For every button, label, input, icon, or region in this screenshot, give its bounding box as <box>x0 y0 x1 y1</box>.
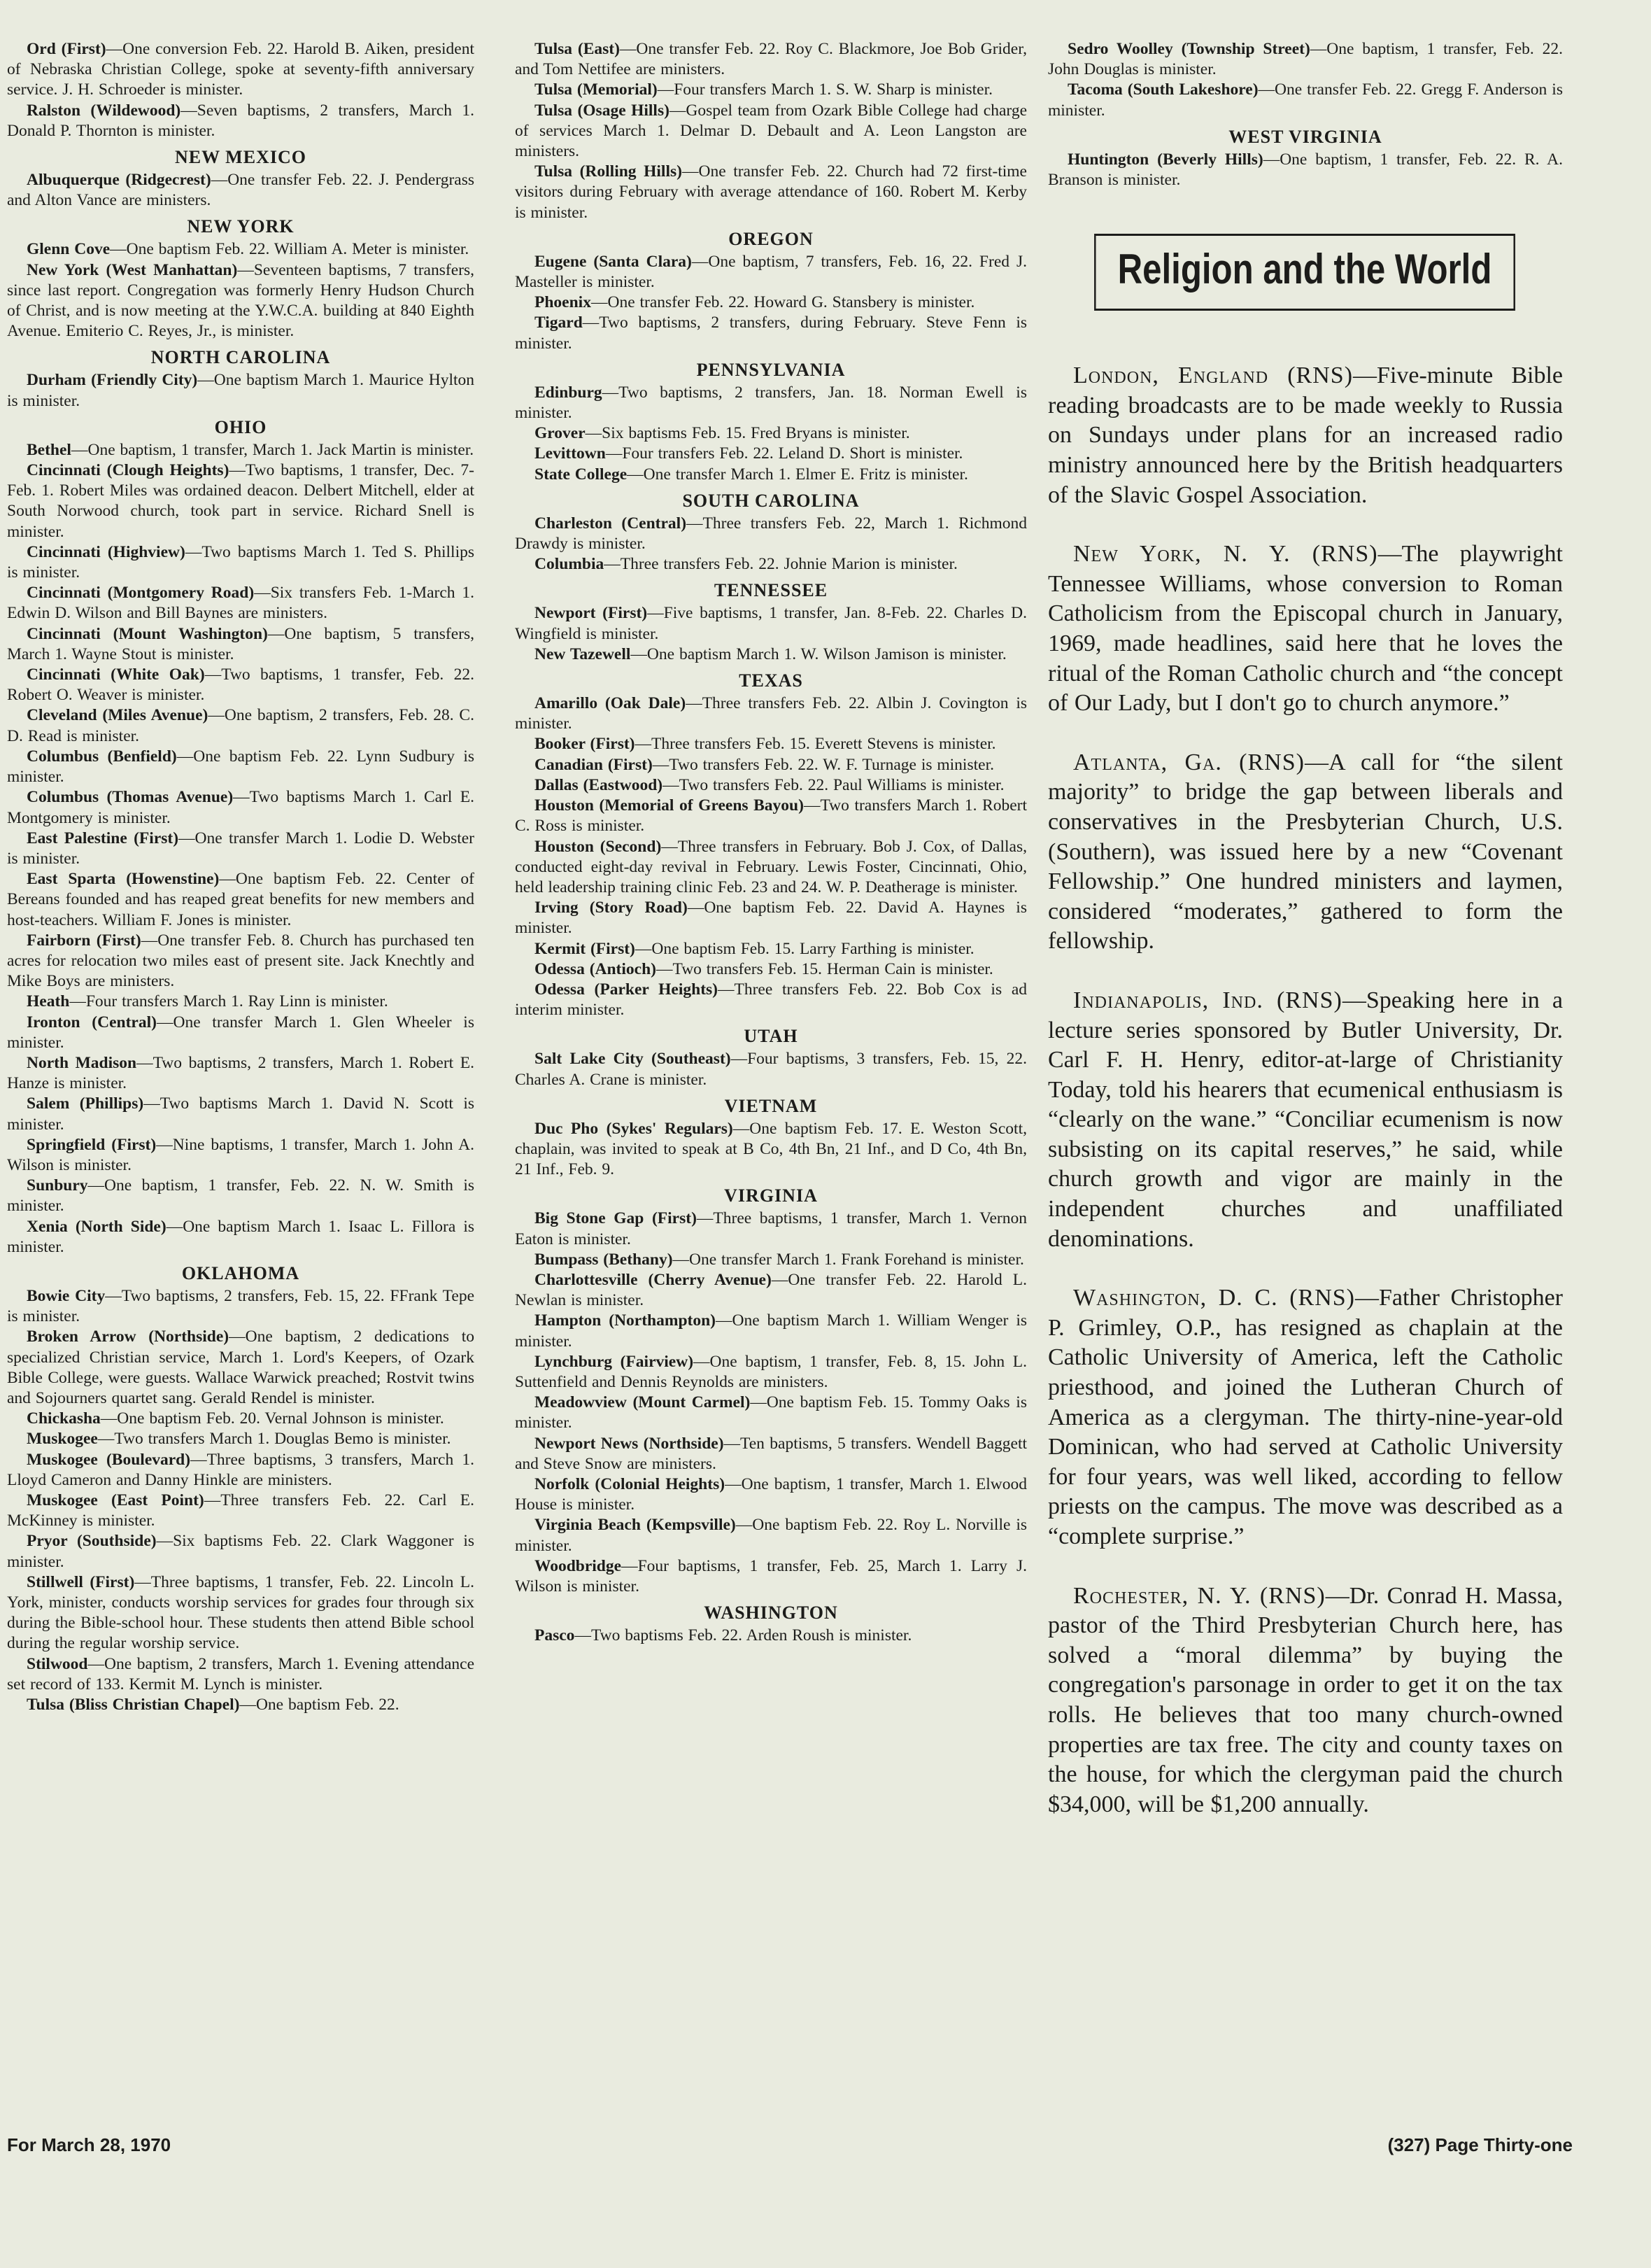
church-report: Heath—Four transfers March 1. Ray Linn is minister. <box>27 992 388 1011</box>
church-name: Phoenix <box>534 293 591 312</box>
news-dateline: London, England (RNS) <box>1073 362 1354 389</box>
church-report: Norfolk (Colonial Heights)—One baptism, 1 transfer, March 1. Elwood House is minister. <box>515 1474 1028 1514</box>
church-name: Duc Pho (Sykes' Regulars) <box>534 1119 733 1138</box>
report-text: Five baptisms, 1 transfer, Jan. 8-Feb. 22. Charles D. Wingfield is minister. <box>515 604 1027 643</box>
report-text: One baptism Feb. 22. William A. Meter is minister. <box>126 240 469 259</box>
report-text: Two baptisms, 1 transfer, Dec. 7-Feb. 1. Robert Miles was ordained deacon. Delbert Mitchell, elder at South Norwood church, took part in service. Richard Snell is minister. <box>7 461 475 541</box>
report-text: Four transfers Feb. 22. Leland D. Short is minister. <box>622 444 963 463</box>
church-name: Newport (First) <box>534 604 648 623</box>
region-heading: OREGON <box>728 228 814 249</box>
church-name: Big Stone Gap (First) <box>534 1209 697 1228</box>
church-report: Glenn Cove—One baptism Feb. 22. William A. Meter is minister. <box>27 240 469 259</box>
church-report: Bumpass (Bethany)—One transfer March 1. Frank Forehand is minister. <box>534 1250 1024 1269</box>
world-news-item: Washington, D. C. (RNS)—Father Christopher P. Grimley, O.P., has resigned as chaplain at the Catholic University of America, left the Catholic priesthood, and joined the Lutheran Church of America as a clergyman. The thirty-nine-year-old Dominican, who had served at Catholic University for four years, was well liked, according to fellow priests on the campus. The move was described as a “complete surprise.” <box>1048 1285 1563 1549</box>
church-name: Durham (Friendly City) <box>27 371 198 390</box>
church-report: Albuquerque (Ridgecrest)—One transfer Feb. 22. J. Pendergrass and Alton Vance are ministers. <box>7 171 475 210</box>
report-text: Two baptisms, 2 transfers, Jan. 18. Norman Ewell is minister. <box>515 383 1027 423</box>
report-text: Three baptisms, 1 transfer, March 1. Vernon Eaton is minister. <box>515 1209 1028 1248</box>
church-report: Levittown—Four transfers Feb. 22. Leland D. Short is minister. <box>534 444 963 463</box>
report-text: One baptism, 2 dedications to specialized Christian service, March 1. Lord's Keepers, of Ozark Bible College, were guests. Wallace Warwick preached; Rostvit twins and Sojourners quartet sang. Gerald Rendel is minister. <box>7 1327 474 1407</box>
report-text: One baptism Feb. 17. E. Weston Scott, chaplain, was invited to speak at B Co, 4th Bn, 21 Inf., and D Co, 4th Bn, 21 Inf., Feb. 9. <box>515 1119 1027 1179</box>
report-text: One baptism, 1 transfer, Feb. 8, 15. John L. Suttenfield and Dennis Reynolds are ministers. <box>515 1352 1028 1391</box>
church-name: Odessa (Antioch) <box>534 959 656 978</box>
church-report: Newport (First)—Five baptisms, 1 transfer, Jan. 8-Feb. 22. Charles D. Wingfield is minister. <box>515 604 1027 643</box>
news-column-1 <box>7 39 474 1715</box>
region-heading: TEXAS <box>739 670 803 691</box>
church-report: Chickasha—One baptism Feb. 20. Vernal Johnson is minister. <box>27 1409 444 1428</box>
report-text: One baptism March 1. William Wenger is minister. <box>515 1311 1027 1351</box>
world-news-item: London, England (RNS)—Five-minute Bible reading broadcasts are to be made weekly to Russia on Sundays under plans for an increased radio ministry announced here by the British headquarters of the Slavic Gospel Association. <box>1048 362 1563 508</box>
church-name: Amarillo (Oak Dale) <box>534 694 686 713</box>
church-name: Irving (Story Road) <box>534 899 688 917</box>
church-report: Big Stone Gap (First)—Three baptisms, 1 transfer, March 1. Vernon Eaton is minister. <box>515 1209 1028 1248</box>
church-name: State College <box>534 465 628 484</box>
report-text: One baptism Feb. 22. David A. Haynes is minister. <box>515 899 1027 938</box>
church-name: Columbus (Thomas Avenue) <box>27 788 234 807</box>
church-name: Fairborn (First) <box>27 931 141 950</box>
report-text: One transfer Feb. 8. Church has purchased ten acres for relocation two miles east of present site. Jack Knechtly and Mike Boys are ministers. <box>7 931 474 991</box>
church-report: Columbia—Three transfers Feb. 22. Johnie Marion is minister. <box>534 555 958 574</box>
church-report: Tulsa (East)—One transfer Feb. 22. Roy C. Blackmore, Joe Bob Grider, and Tom Nettifee are ministers. <box>515 40 1027 79</box>
report-text: Four transfers March 1. S. W. Sharp is minister. <box>674 80 993 99</box>
church-report: Sunbury—One baptism, 1 transfer, Feb. 22. N. W. Smith is minister. <box>7 1176 474 1216</box>
news-text: Dr. Conrad H. Massa, pastor of the Third Presbyterian Church here, has solved a “moral dilemma” by buying the congregation's parsonage in order to get it on the tax rolls. He believes that too many church-owned properties are tax free. The city and county taxes on the house, for which the clergyman paid the church $34,000, will be $1,200 annually. <box>1048 1582 1563 1817</box>
report-text: One transfer March 1. Lodie D. Webster is minister. <box>7 829 474 868</box>
church-name: Eugene (Santa Clara) <box>534 252 692 271</box>
church-name: Odessa (Parker Heights) <box>534 980 718 999</box>
region-heading: OKLAHOMA <box>181 1262 300 1283</box>
church-name: Bowie City <box>27 1286 106 1305</box>
report-text: One transfer Feb. 22. Roy C. Blackmore, Joe Bob Grider, and Tom Nettifee are ministers. <box>515 40 1027 79</box>
report-text: Two transfers Feb. 22. Paul Williams is minister. <box>679 775 1005 794</box>
region-heading: NORTH CAROLINA <box>150 347 331 368</box>
news-column-3-entries <box>1048 39 1563 190</box>
news-text: The playwright Tennessee Williams, whose conversion to Roman Catholicism from the Episcopal church in January, 1969, made headlines, said here that he loves the ritual of the Roman Catholic church and “the concept of Our Lady, but I don't go to church anymore.” <box>1048 541 1563 717</box>
report-text: Two baptisms March 1. David N. Scott is minister. <box>7 1094 474 1134</box>
church-name: Tulsa (Rolling Hills) <box>534 162 682 181</box>
church-name: Tulsa (Osage Hills) <box>534 101 669 120</box>
report-text: Six transfers Feb. 1-March 1. Edwin D. Wilson and Bill Baynes are ministers. <box>7 584 474 623</box>
report-text: One baptism, 1 transfer, March 1. Elwood House is minister. <box>515 1474 1028 1514</box>
report-text: One transfer March 1. Frank Forehand is minister. <box>689 1250 1024 1269</box>
church-report: Tulsa (Osage Hills)—Gospel team from Ozark Bible College had charge of services March 1. Delmar D. Debault and A. Leon Langston are ministers. <box>515 101 1027 161</box>
church-report: Muskogee (Boulevard)—Three baptisms, 3 transfers, March 1. Lloyd Cameron and Danny Hinkle are ministers. <box>7 1450 474 1489</box>
church-report: New Tazewell—One baptism March 1. W. Wilson Jamison is minister. <box>534 645 1007 663</box>
church-report: Columbus (Thomas Avenue)—Two baptisms March 1. Carl E. Montgomery is minister. <box>7 788 474 827</box>
report-text: One baptism Feb. 22. Roy L. Norville is minister. <box>515 1516 1027 1555</box>
church-report: Odessa (Antioch)—Two transfers Feb. 15. Herman Cain is minister. <box>534 959 993 978</box>
religion-world-items <box>1048 361 1563 1819</box>
news-text: Five-minute Bible reading broadcasts are to be made weekly to Russia on Sundays under plans for an increased radio ministry announced here by the British headquarters of the Slavic Gospel Association. <box>1048 362 1563 508</box>
church-report: Ord (First)—One conversion Feb. 22. Harold B. Aiken, president of Nebraska Christian College, spoke at seventy-fifth anniversary service. J. H. Schroeder is minister. <box>7 40 475 99</box>
church-name: Hampton (Northampton) <box>534 1311 716 1330</box>
church-name: Muskogee (East Point) <box>27 1491 204 1509</box>
report-text: Ten baptisms, 5 transfers. Wendell Baggett and Steve Snow are ministers. <box>515 1434 1027 1473</box>
church-name: Cincinnati (Clough Heights) <box>27 461 229 480</box>
church-name: Tulsa (Memorial) <box>534 80 658 99</box>
footer-date: For March 28, 1970 <box>7 2134 171 2155</box>
report-text: One baptism March 1. Isaac L. Fillora is minister. <box>7 1217 474 1256</box>
region-heading: TENNESSEE <box>714 580 828 601</box>
region-heading: VIETNAM <box>724 1095 818 1116</box>
report-text: Three transfers Feb. 15. Everett Stevens is minister. <box>651 735 996 754</box>
church-report: Booker (First)—Three transfers Feb. 15. Everett Stevens is minister. <box>534 735 996 754</box>
church-name: Salt Lake City (Southeast) <box>534 1050 731 1069</box>
church-report: Durham (Friendly City)—One baptism March 1. Maurice Hylton is minister. <box>7 371 474 410</box>
church-report: Broken Arrow (Northside)—One baptism, 2 dedications to specialized Christian service, March 1. Lord's Keepers, of Ozark Bible College, were guests. Wallace Warwick preached; Rostvit twins and Sojourners quartet sang. Gerald Rendel is minister. <box>7 1327 474 1407</box>
church-name: Ralston (Wildewood) <box>27 101 181 120</box>
church-name: Cincinnati (Mount Washington) <box>27 624 268 643</box>
report-text: One transfer Feb. 22. Church had 72 first-time visitors during February with average attendance of 160. Robert M. Kerby is minister. <box>515 162 1027 222</box>
church-report: Tacoma (South Lakeshore)—One transfer Feb. 22. Gregg F. Anderson is minister. <box>1048 80 1563 120</box>
report-text: One baptism Feb. 20. Vernal Johnson is minister. <box>117 1409 444 1428</box>
church-name: Bethel <box>27 440 71 459</box>
church-report: Woodbridge—Four baptisms, 1 transfer, Feb. 25, March 1. Larry J. Wilson is minister. <box>515 1556 1027 1596</box>
church-name: Charlottesville (Cherry Avenue) <box>534 1270 772 1289</box>
church-report: Bethel—One baptism, 1 transfer, March 1. Jack Martin is minister. <box>27 440 474 459</box>
church-name: New York (West Manhattan) <box>27 260 238 279</box>
report-text: One baptism, 7 transfers, Feb. 16, 22. Fred J. Masteller is minister. <box>515 252 1027 292</box>
church-name: Bumpass (Bethany) <box>534 1250 673 1269</box>
report-text: Seven baptisms, 2 transfers, March 1. Donald P. Thornton is minister. <box>7 101 474 140</box>
church-report: Cincinnati (Highview)—Two baptisms March 1. Ted S. Phillips is minister. <box>7 542 475 582</box>
church-name: Ord (First) <box>27 40 106 58</box>
church-name: Dallas (Eastwood) <box>534 775 663 794</box>
report-text: One baptism, 1 transfer, March 1. Jack Martin is minister. <box>87 440 474 459</box>
church-report: Muskogee (East Point)—Three transfers Feb. 22. Carl E. McKinney is minister. <box>7 1491 474 1530</box>
church-name: Edinburg <box>534 383 602 402</box>
world-news-item: Indianapolis, Ind. (RNS)—Speaking here in a lecture series sponsored by Butler University, Dr. Carl F. H. Henry, editor-at-large of Christianity Today, told his hearers that ecumenical enthusiasm is “clearly on the wane.” “Conciliar ecumenism is now subsisting on its capital reserves,” he said, while church growth and vigor are mainly in the independent churches and unaffiliated denominations. <box>1048 987 1563 1252</box>
news-column-3 <box>1048 39 1563 1849</box>
church-name: Cincinnati (White Oak) <box>27 665 205 684</box>
report-text: Three baptisms, 1 transfer, Feb. 22. Lincoln L. York, minister, conducts worship services for grades four through six during the Bible-school hour. These students then attend Bible school during the regular worship service. <box>7 1572 474 1653</box>
church-report: Muskogee—Two transfers March 1. Douglas Bemo is minister. <box>27 1430 451 1449</box>
news-dateline: Indianapolis, Ind. (RNS) <box>1073 987 1342 1013</box>
news-dateline: Washington, D. C. (RNS) <box>1073 1285 1355 1311</box>
church-report: New York (West Manhattan)—Seventeen baptisms, 7 transfers, since last report. Congregation was formerly Henry Hudson Church of Christ, and is now meeting at the Y.W.C.A. building at 840 Eighth Avenue. Emiterio C. Reyes, Jr., is minister. <box>7 260 474 341</box>
report-text: One conversion Feb. 22. Harold B. Aiken, president of Nebraska Christian College, spoke at seventy-fifth anniversary service. J. H. Schroeder is minister. <box>7 40 475 99</box>
church-report: Dallas (Eastwood)—Two transfers Feb. 22. Paul Williams is minister. <box>534 775 1005 794</box>
church-name: Virginia Beach (Kempsville) <box>534 1516 736 1535</box>
report-text: One transfer March 1. Elmer E. Fritz is minister. <box>643 465 968 484</box>
church-report: Cincinnati (Montgomery Road)—Six transfers Feb. 1-March 1. Edwin D. Wilson and Bill Baynes are ministers. <box>7 584 474 623</box>
church-name: Levittown <box>534 444 606 463</box>
report-text: Nine baptisms, 1 transfer, March 1. John A. Wilson is minister. <box>7 1135 474 1174</box>
news-text: A call for “the silent majority” to bridge the gap between liberals and conservatives in the Presbyterian Church, U.S. (Southern), was issued here by a new “Covenant Fellowship.” One hundred ministers and laymen, considered “moderates,” gathered to form the fellowship. <box>1048 749 1564 955</box>
report-text: One baptism Feb. 22. <box>255 1696 399 1714</box>
report-text: Four baptisms, 3 transfers, Feb. 15, 22. Charles A. Crane is minister. <box>515 1050 1027 1089</box>
church-name: Albuquerque (Ridgecrest) <box>27 171 211 190</box>
region-heading: SOUTH CAROLINA <box>682 490 860 511</box>
church-report: Hampton (Northampton)—One baptism March 1. William Wenger is minister. <box>515 1311 1027 1351</box>
church-name: Meadowview (Mount Carmel) <box>534 1393 751 1412</box>
church-report: State College—One transfer March 1. Elmer E. Fritz is minister. <box>534 465 968 484</box>
church-report: Pryor (Southside)—Six baptisms Feb. 22. Clark Waggoner is minister. <box>7 1532 474 1571</box>
report-text: One transfer Feb. 22. Howard G. Stansbery is minister. <box>607 293 975 312</box>
report-text: Three transfers in February. Bob J. Cox, of Dallas, conducted eight-day revival in February. Lewis Foster, Cincinnati, Ohio, held leadership training clinic Feb. 23 and 24. W. P. Deatherage is minister. <box>515 837 1027 896</box>
report-text: Two transfers Feb. 22. W. F. Turnage is minister. <box>669 755 994 774</box>
church-name: Xenia (North Side) <box>27 1217 166 1236</box>
church-name: Cincinnati (Highview) <box>27 542 185 561</box>
church-name: Booker (First) <box>534 735 635 754</box>
report-text: One baptism Feb. 15. Tommy Oaks is minister. <box>515 1393 1027 1432</box>
church-name: Muskogee <box>27 1430 98 1449</box>
church-name: Newport News (Northside) <box>534 1434 724 1453</box>
church-report: Pasco—Two baptisms Feb. 22. Arden Roush is minister. <box>534 1626 912 1645</box>
report-text: One transfer Feb. 22. J. Pendergrass and Alton Vance are ministers. <box>7 171 475 210</box>
church-report: Lynchburg (Fairview)—One baptism, 1 transfer, Feb. 8, 15. John L. Suttenfield and Dennis Reynolds are ministers. <box>515 1352 1028 1391</box>
church-report: Grover—Six baptisms Feb. 15. Fred Bryans is minister. <box>534 424 910 443</box>
church-name: Columbus (Benfield) <box>27 747 177 766</box>
church-report: Edinburg—Two baptisms, 2 transfers, Jan. 18. Norman Ewell is minister. <box>515 383 1027 423</box>
region-heading: UTAH <box>744 1026 798 1047</box>
region-heading: NEW YORK <box>187 216 295 237</box>
report-text: Six baptisms Feb. 15. Fred Bryans is minister. <box>602 424 910 443</box>
church-name: Charleston (Central) <box>534 514 687 533</box>
report-text: One baptism, 5 transfers, March 1. Wayne Stout is minister. <box>7 624 474 663</box>
church-name: Grover <box>534 424 586 443</box>
church-report: North Madison—Two baptisms, 2 transfers, March 1. Robert E. Hanze is minister. <box>7 1053 474 1093</box>
report-text: Six baptisms Feb. 22. Clark Waggoner is minister. <box>7 1532 474 1571</box>
church-name: North Madison <box>27 1053 137 1072</box>
religion-world-banner: Religion and the World <box>1094 234 1515 311</box>
church-name: Sunbury <box>27 1176 88 1195</box>
report-text: Gospel team from Ozark Bible College had charge of services March 1. Delmar D. Debault and A. Leon Langston are ministers. <box>515 101 1027 161</box>
church-report: Irving (Story Road)—One baptism Feb. 22. David A. Haynes is minister. <box>515 899 1027 938</box>
church-report: Eugene (Santa Clara)—One baptism, 7 transfers, Feb. 16, 22. Fred J. Masteller is minister. <box>515 252 1027 292</box>
church-report: Meadowview (Mount Carmel)—One baptism Feb. 15. Tommy Oaks is minister. <box>515 1393 1027 1432</box>
report-text: Two baptisms, 1 transfer, Feb. 22. Robert O. Weaver is minister. <box>7 665 474 705</box>
church-report: Xenia (North Side)—One baptism March 1. Isaac L. Fillora is minister. <box>7 1217 474 1256</box>
report-text: One transfer March 1. Glen Wheeler is minister. <box>7 1013 474 1052</box>
report-text: Two baptisms March 1. Carl E. Montgomery is minister. <box>7 788 474 827</box>
church-report: Bowie City—Two baptisms, 2 transfers, Feb. 15, 22. FFrank Tepe is minister. <box>7 1286 474 1326</box>
report-text: Two baptisms, 2 transfers, during February. Steve Fenn is minister. <box>515 314 1027 353</box>
church-name: Tulsa (East) <box>534 40 620 58</box>
church-name: Broken Arrow (Northside) <box>27 1327 229 1346</box>
news-column-2 <box>515 39 1027 1646</box>
church-name: Sedro Woolley (Township Street) <box>1068 40 1310 58</box>
church-name: Pryor (Southside) <box>27 1532 157 1551</box>
church-name: Springfield (First) <box>27 1135 157 1154</box>
church-report: Tigard—Two baptisms, 2 transfers, during February. Steve Fenn is minister. <box>515 314 1027 353</box>
news-dateline: New York, N. Y. (RNS) <box>1073 541 1378 568</box>
church-report: Kermit (First)—One baptism Feb. 15. Larry Farthing is minister. <box>534 939 975 958</box>
region-heading: WEST VIRGINIA <box>1228 126 1382 147</box>
church-report: Fairborn (First)—One transfer Feb. 8. Church has purchased ten acres for relocation two miles east of present site. Jack Knechtly and Mike Boys are ministers. <box>7 931 474 991</box>
world-news-item: Atlanta, Ga. (RNS)—A call for “the silent majority” to bridge the gap between liberals and conservatives in the Presbyterian Church, U.S. (Southern), was issued here by a new “Covenant Fellowship.” One hundred ministers and laymen, considered “moderates,” gathered to form the fellowship. <box>1048 749 1564 955</box>
church-report: Charlottesville (Cherry Avenue)—One transfer Feb. 22. Harold L. Newlan is minister. <box>515 1270 1027 1310</box>
report-text: One transfer Feb. 22. Harold L. Newlan is minister. <box>515 1270 1027 1310</box>
church-report: Virginia Beach (Kempsville)—One baptism Feb. 22. Roy L. Norville is minister. <box>515 1516 1027 1555</box>
report-text: Four transfers March 1. Ray Linn is minister. <box>85 992 388 1011</box>
church-name: Heath <box>27 992 70 1011</box>
church-name: Tulsa (Bliss Christian Chapel) <box>27 1696 240 1714</box>
region-heading: WASHINGTON <box>704 1603 838 1623</box>
world-news-item: Rochester, N. Y. (RNS)—Dr. Conrad H. Massa, pastor of the Third Presbyterian Church here, has solved a “moral dilemma” by buying the congregation's parsonage in order to get it on the tax rolls. He believes that too many church-owned properties are tax free. The city and county taxes on the house, for which the clergyman paid the church $34,000, will be $1,200 annually. <box>1048 1582 1563 1817</box>
church-name: Muskogee (Boulevard) <box>27 1450 191 1469</box>
church-report: East Palestine (First)—One transfer March 1. Lodie D. Webster is minister. <box>7 829 474 868</box>
footer-page-number: (327) Page Thirty-one <box>1387 2134 1573 2155</box>
church-report: Cincinnati (White Oak)—Two baptisms, 1 transfer, Feb. 22. Robert O. Weaver is minister. <box>7 665 474 705</box>
church-report: Springfield (First)—Nine baptisms, 1 transfer, March 1. John A. Wilson is minister. <box>7 1135 474 1174</box>
report-text: One baptism, 2 transfers, Feb. 28. C. D. Read is minister. <box>7 706 474 745</box>
report-text: Two baptisms Feb. 22. Arden Roush is minister. <box>590 1626 912 1645</box>
church-report: Salt Lake City (Southeast)—Four baptisms, 3 transfers, Feb. 15, 22. Charles A. Crane is minister. <box>515 1050 1027 1089</box>
report-text: Three transfers Feb. 22. Bob Cox is ad interim minister. <box>515 980 1027 1020</box>
church-name: Tigard <box>534 314 583 332</box>
church-report: Huntington (Beverly Hills)—One baptism, 1 transfer, Feb. 22. R. A. Branson is minister. <box>1048 150 1563 190</box>
world-news-item: New York, N. Y. (RNS)—The playwright Tennessee Williams, whose conversion to Roman Catholicism from the Episcopal church in January, 1969, made headlines, said here that he loves the ritual of the Roman Catholic church and “the concept of Our Lady, but I don't go to church anymore.” <box>1048 541 1563 717</box>
church-report: Tulsa (Bliss Christian Chapel)—One baptism Feb. 22. <box>27 1696 399 1714</box>
church-report: Stilwood—One baptism, 2 transfers, March 1. Evening attendance set record of 133. Kermit M. Lynch is minister. <box>7 1654 474 1693</box>
church-name: Salem (Phillips) <box>27 1094 144 1113</box>
report-text: Seventeen baptisms, 7 transfers, since last report. Congregation was formerly Henry Hudson Church of Christ, and is now meeting at the Y.W.C.A. building at 840 Eighth Avenue. Emiterio C. Reyes, Jr., is minister. <box>7 260 474 341</box>
church-name: Houston (Memorial of Greens Bayou) <box>534 796 804 815</box>
report-text: Four baptisms, 1 transfer, Feb. 25, March 1. Larry J. Wilson is minister. <box>515 1556 1027 1596</box>
church-name: Norfolk (Colonial Heights) <box>534 1474 725 1493</box>
region-heading: VIRGINIA <box>724 1185 818 1206</box>
report-text: Two transfers March 1. Douglas Bemo is minister. <box>114 1430 451 1449</box>
church-name: Stillwell (First) <box>27 1572 135 1591</box>
church-report: Cincinnati (Mount Washington)—One baptism, 5 transfers, March 1. Wayne Stout is minister. <box>7 624 474 663</box>
church-report: Odessa (Parker Heights)—Three transfers Feb. 22. Bob Cox is ad interim minister. <box>515 980 1027 1020</box>
church-name: East Sparta (Howenstine) <box>27 870 220 889</box>
church-report: Charleston (Central)—Three transfers Feb. 22, March 1. Richmond Drawdy is minister. <box>515 514 1027 554</box>
report-text: Two transfers Feb. 15. Herman Cain is minister. <box>672 959 993 978</box>
news-text: Father Christopher P. Grimley, O.P., has resigned as chaplain at the Catholic University of America, left the Catholic priesthood, and joined the Lutheran Church of America as a clergyman. The thirty-nine-year-old Dominican, who had served at Catholic University for four years, was well liked, according to fellow priests on the campus. The move was described as a “complete surprise.” <box>1048 1285 1563 1549</box>
church-name: Houston (Second) <box>534 837 662 856</box>
church-name: Ironton (Central) <box>27 1013 157 1031</box>
church-name: Pasco <box>534 1626 575 1645</box>
report-text: One baptism March 1. W. Wilson Jamison is minister. <box>646 645 1007 663</box>
church-name: Chickasha <box>27 1409 101 1428</box>
report-text: Three baptisms, 3 transfers, March 1. Lloyd Cameron and Danny Hinkle are ministers. <box>7 1450 474 1489</box>
report-text: One baptism Feb. 22. Lynn Sudbury is minister. <box>7 747 474 787</box>
report-text: Three transfers Feb. 22, March 1. Richmond Drawdy is minister. <box>515 514 1027 554</box>
church-report: Canadian (First)—Two transfers Feb. 22. W. F. Turnage is minister. <box>534 755 994 774</box>
report-text: One baptism, 1 transfer, Feb. 22. John Douglas is minister. <box>1048 40 1563 79</box>
church-name: Canadian (First) <box>534 755 653 774</box>
church-report: Duc Pho (Sykes' Regulars)—One baptism Feb. 17. E. Weston Scott, chaplain, was invited to speak at B Co, 4th Bn, 21 Inf., and D Co, 4th Bn, 21 Inf., Feb. 9. <box>515 1119 1027 1179</box>
news-dateline: Atlanta, Ga. (RNS) <box>1073 749 1305 775</box>
church-report: Amarillo (Oak Dale)—Three transfers Feb. 22. Albin J. Covington is minister. <box>515 694 1028 733</box>
report-text: One baptism, 1 transfer, Feb. 22. R. A. Branson is minister. <box>1048 150 1563 190</box>
report-text: One transfer Feb. 22. Gregg F. Anderson is minister. <box>1048 80 1563 120</box>
church-report: Newport News (Northside)—Ten baptisms, 5 transfers. Wendell Baggett and Steve Snow are ministers. <box>515 1434 1027 1473</box>
church-name: Huntington (Beverly Hills) <box>1068 150 1263 169</box>
church-report: Columbus (Benfield)—One baptism Feb. 22. Lynn Sudbury is minister. <box>7 747 474 787</box>
church-name: New Tazewell <box>534 645 631 663</box>
church-report: Ralston (Wildewood)—Seven baptisms, 2 transfers, March 1. Donald P. Thornton is minister. <box>7 101 474 140</box>
report-text: One baptism March 1. Maurice Hylton is minister. <box>7 371 474 410</box>
church-report: Ironton (Central)—One transfer March 1. Glen Wheeler is minister. <box>7 1013 474 1052</box>
report-text: One baptism, 1 transfer, Feb. 22. N. W. Smith is minister. <box>7 1176 474 1216</box>
church-report: Cleveland (Miles Avenue)—One baptism, 2 transfers, Feb. 28. C. D. Read is minister. <box>7 706 474 745</box>
church-name: Columbia <box>534 555 604 574</box>
region-heading: PENNSYLVANIA <box>696 359 846 380</box>
report-text: Three transfers Feb. 22. Johnie Marion is minister. <box>620 555 958 574</box>
church-report: Sedro Woolley (Township Street)—One baptism, 1 transfer, Feb. 22. John Douglas is minister. <box>1048 40 1563 79</box>
church-report: Houston (Memorial of Greens Bayou)—Two transfers March 1. Robert C. Ross is minister. <box>515 796 1027 836</box>
church-name: Stilwood <box>27 1654 88 1673</box>
church-report: Salem (Phillips)—Two baptisms March 1. David N. Scott is minister. <box>7 1094 474 1134</box>
church-name: Cleveland (Miles Avenue) <box>27 706 208 725</box>
region-heading: NEW MEXICO <box>175 147 306 168</box>
report-text: Two transfers March 1. Robert C. Ross is minister. <box>515 796 1027 836</box>
news-text: Speaking here in a lecture series sponsored by Butler University, Dr. Carl F. H. Henry, editor-at-large of Christianity Today, told his hearers that ecumenical enthusiasm is “clearly on the wane.” “Conciliar ecumenism is now subsisting on its capital reserves,” he said, while church growth and vigor are mainly in the independent churches and unaffiliated denominations. <box>1048 987 1563 1252</box>
church-report: Tulsa (Rolling Hills)—One transfer Feb. 22. Church had 72 first-time visitors during February with average attendance of 160. Robert M. Kerby is minister. <box>515 162 1027 222</box>
report-text: One baptism Feb. 22. Center of Bereans founded and has reaped great benefits for new members and host-teachers. William F. Jones is minister. <box>7 870 474 929</box>
report-text: Three transfers Feb. 22. Carl E. McKinney is minister. <box>7 1491 474 1530</box>
church-name: Lynchburg (Fairview) <box>534 1352 694 1371</box>
church-name: Kermit (First) <box>534 939 635 958</box>
church-report: Houston (Second)—Three transfers in February. Bob J. Cox, of Dallas, conducted eight-day revival in February. Lewis Foster, Cincinnati, Ohio, held leadership training clinic Feb. 23 and 24. W. P. Deatherage is minister. <box>515 837 1027 896</box>
church-report: Phoenix—One transfer Feb. 22. Howard G. Stansbery is minister. <box>534 293 975 312</box>
church-name: Glenn Cove <box>27 240 111 259</box>
report-text: Two baptisms, 2 transfers, Feb. 15, 22. FFrank Tepe is minister. <box>7 1286 474 1326</box>
church-report: Tulsa (Memorial)—Four transfers March 1. S. W. Sharp is minister. <box>534 80 993 99</box>
church-name: Cincinnati (Montgomery Road) <box>27 584 255 603</box>
church-name: Tacoma (South Lakeshore) <box>1068 80 1259 99</box>
church-report: Cincinnati (Clough Heights)—Two baptisms, 1 transfer, Dec. 7-Feb. 1. Robert Miles was ordained deacon. Delbert Mitchell, elder at South Norwood church, took part in service. Richard Snell is minister. <box>7 461 475 541</box>
report-text: One baptism Feb. 15. Larry Farthing is minister. <box>651 939 975 958</box>
region-heading: OHIO <box>214 416 267 437</box>
church-report: Stillwell (First)—Three baptisms, 1 transfer, Feb. 22. Lincoln L. York, minister, conducts worship services for grades four through six during the Bible-school hour. These students then attend Bible school during the regular worship service. <box>7 1572 474 1653</box>
report-text: Three transfers Feb. 22. Albin J. Covington is minister. <box>515 694 1028 733</box>
report-text: Two baptisms March 1. Ted S. Phillips is minister. <box>7 542 475 582</box>
news-dateline: Rochester, N. Y. (RNS) <box>1073 1582 1326 1609</box>
church-name: East Palestine (First) <box>27 829 179 847</box>
report-text: One baptism, 2 transfers, March 1. Evening attendance set record of 133. Kermit M. Lynch is minister. <box>7 1654 474 1693</box>
church-report: East Sparta (Howenstine)—One baptism Feb. 22. Center of Bereans founded and has reaped great benefits for new members and host-teachers. William F. Jones is minister. <box>7 870 474 929</box>
report-text: Two baptisms, 2 transfers, March 1. Robert E. Hanze is minister. <box>7 1053 474 1093</box>
church-name: Woodbridge <box>534 1556 622 1575</box>
